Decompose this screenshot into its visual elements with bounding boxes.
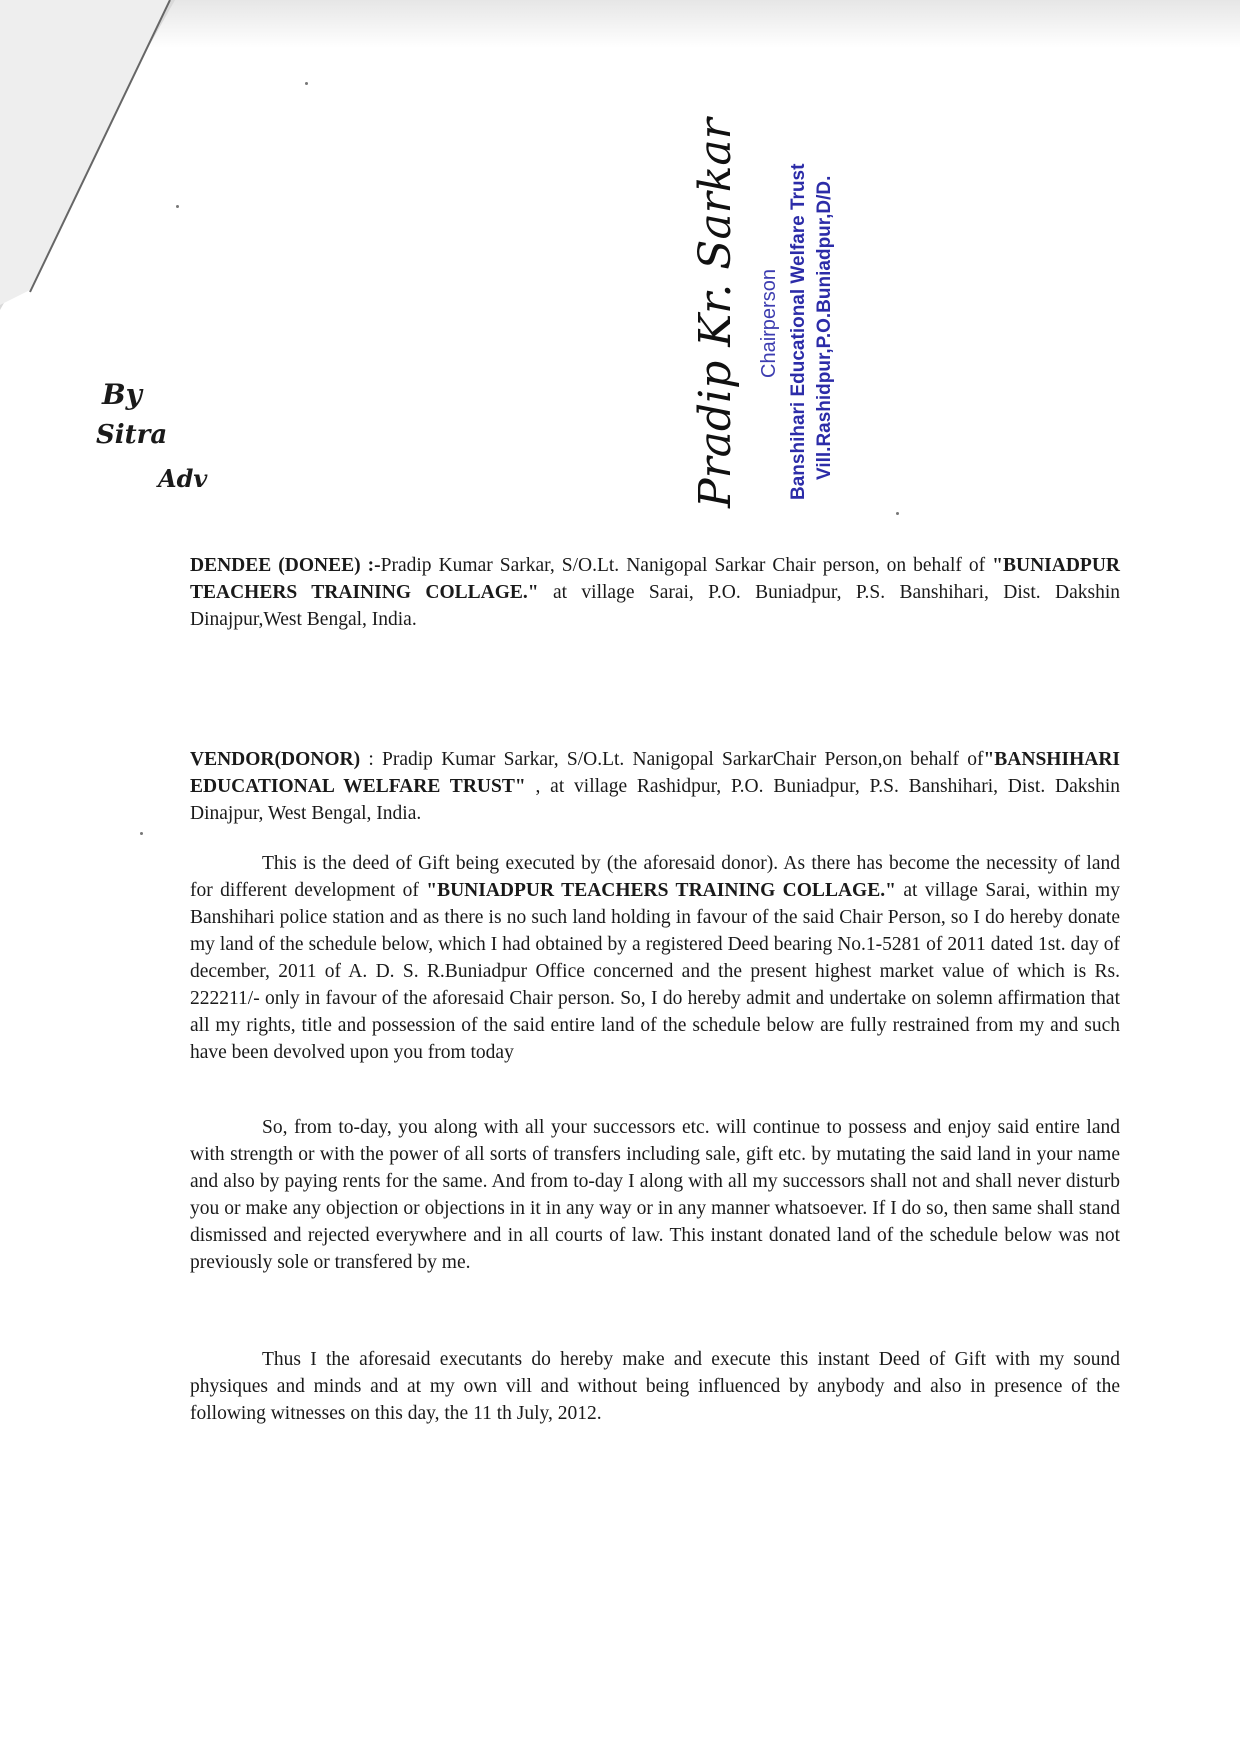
vendor-text-2: , at village Rashidpur, P.O. Buniadpur, P.S. Banshihari, Dist. Dakshin Dinajpur, West Bengal, India.	[190, 776, 1120, 824]
chairperson-signature: Pradip Kr. Sarkar	[690, 118, 741, 508]
advocate-name: Sitra	[96, 420, 168, 450]
possession-text: So, from to-day, you along with all your successors etc. will continue to possess and enjoy said entire land with strength or with the power of all sorts of transfers including sale, gift etc. by mutating the said land in your name and also by paying rents for the same. And from to-day I along with all my successors shall not and shall never disturb you or make any objection or objections in it in any way or in any manner whatsoever. If I do so, then same shall stand dismissed and rejected everywhere and in all courts of law. This instant donated land of the schedule below was not previously sole or transfered by me.	[190, 1117, 1120, 1273]
stamp-organization: Banshihari Educational Welfare Trust	[788, 163, 809, 500]
gift-text-2: at village Sarai, within my Banshihari police station and as there is no such land holding in favour of the said Chair Person, so I do hereby donate my land of the schedule below, which I had obtained by a registered Deed bearing No.1-5281 of 2011 dated 1st. day of december, 2011 of A. D. S. R.Buniadpur Office concerned and the present highest market value of which is Rs. 222211/- only in favour of the aforesaid Chair person. So, I do hereby admit and undertake on solemn affirmation that all my rights, title and possession of the said entire land of the schedule below are fully restrained from my and such have been devolved upon you from today	[190, 880, 1120, 1063]
stamp-address: Vill.Rashidpur,P.O.Buniadpur,D/D.	[814, 175, 835, 480]
scan-speck	[140, 832, 143, 835]
gift-college: "BUNIADPUR TEACHERS TRAINING COLLAGE."	[426, 880, 896, 901]
scan-speck	[176, 205, 179, 208]
vendor-label: VENDOR(DONOR)	[190, 749, 361, 770]
dendee-section	[190, 552, 1120, 633]
advocate-suffix: Adv	[158, 464, 208, 493]
chairperson-stamp	[680, 118, 880, 520]
scan-speck	[305, 82, 308, 85]
vendor-trust: "BANSHIHARI EDUCATIONAL WELFARE TRUST"	[190, 749, 1120, 797]
vendor-section	[190, 746, 1120, 827]
gift-text-1: This is the deed of Gift being executed by (the aforesaid donor). As there has become the necessity of land for different development of	[190, 853, 1120, 901]
stamp-designation: Chairperson	[758, 269, 780, 378]
fold-face	[0, 0, 170, 305]
scan-corner-fold	[0, 0, 200, 320]
vendor-text-1: : Pradip Kumar Sarkar, S/O.Lt. Nanigopal SarkarChair Person,on behalf of	[360, 749, 984, 770]
execution-text: Thus I the aforesaid executants do hereby make and execute this instant Deed of Gift with my sound physiques and minds and at my own vill and without being influenced by anybody and also in presence of the following witnesses on this day, the 11 th July, 2012.	[190, 1349, 1120, 1424]
dendee-college: "BUNIADPUR TEACHERS TRAINING COLLAGE."	[190, 555, 1120, 603]
advocate-signature	[96, 378, 236, 508]
scan-speck	[896, 512, 899, 515]
dendee-text-2: at village Sarai, P.O. Buniadpur, P.S. Banshihari, Dist. Dakshin Dinajpur,West Bengal, India.	[190, 582, 1121, 630]
dendee-text-1: Pradip Kumar Sarkar, S/O.Lt. Nanigopal Sarkar Chair person, on behalf of	[380, 555, 986, 576]
advocate-by: By	[102, 378, 142, 411]
possession-rights-paragraph	[190, 1114, 1120, 1276]
gift-declaration-paragraph	[190, 850, 1120, 1066]
execution-paragraph	[190, 1346, 1120, 1427]
dendee-label: DENDEE (DONEE) :-	[190, 555, 381, 576]
